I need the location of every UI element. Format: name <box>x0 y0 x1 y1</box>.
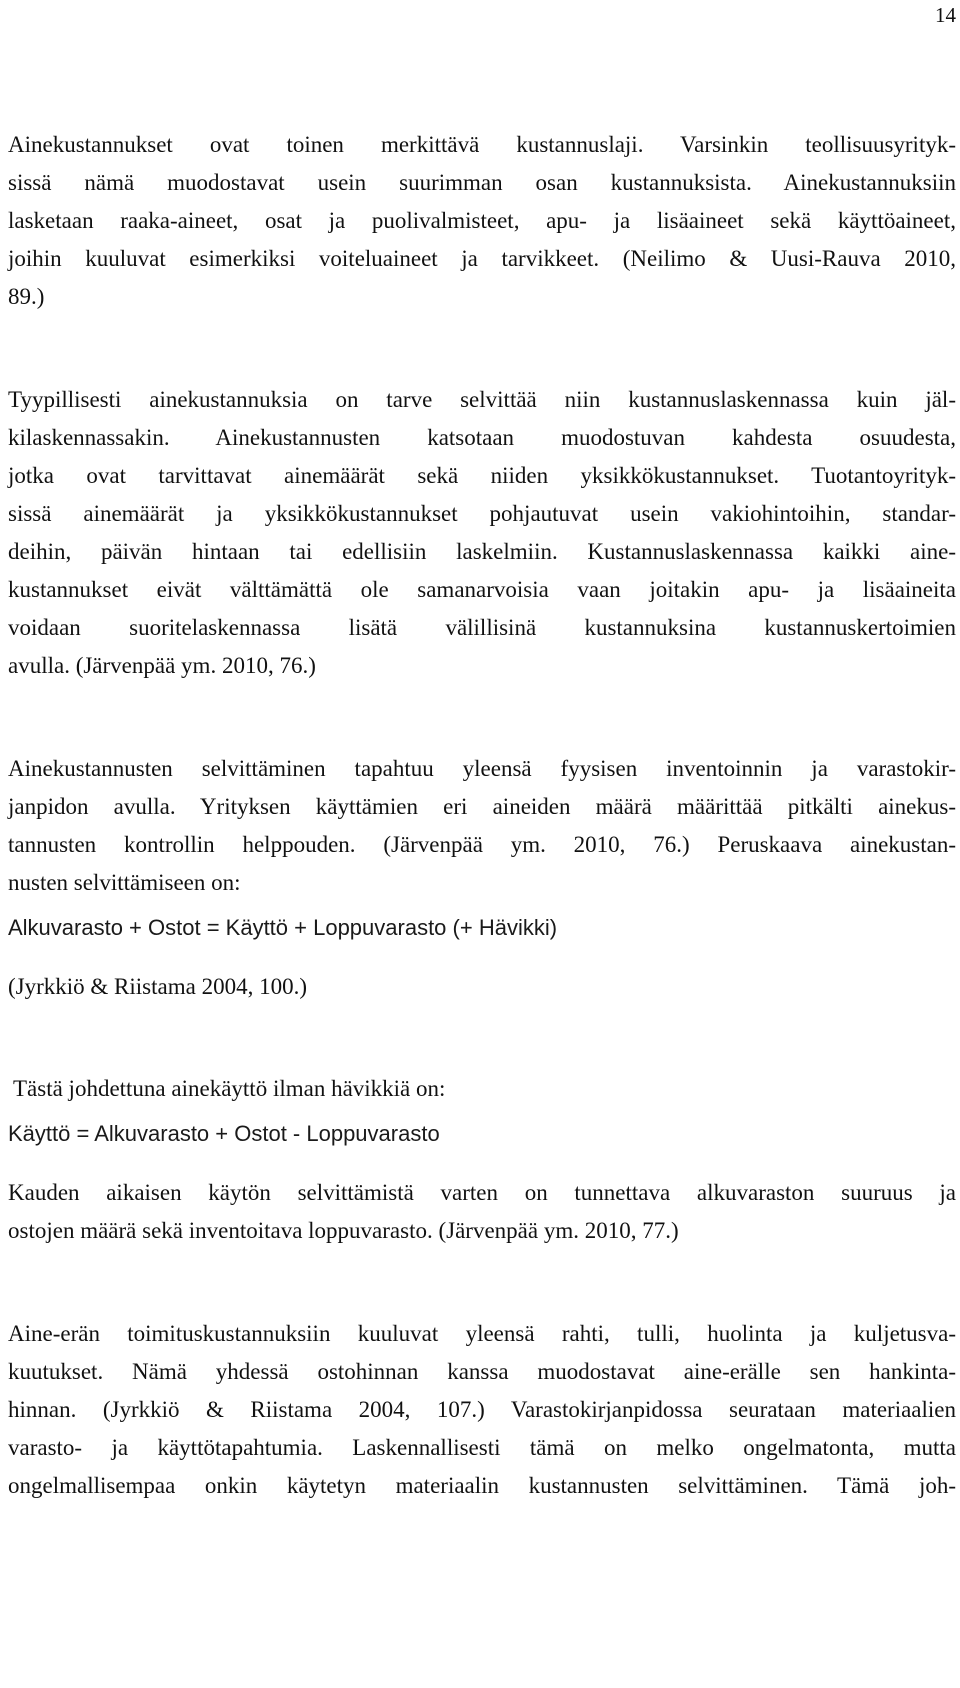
paragraph-5-line-2: kuutukset. Nämä yhdessä ostohinnan kanssa muodostavat aine-erälle sen hankinta- <box>8 1359 956 1384</box>
paragraph-2-line-5: deihin, päivän hintaan tai edellisiin laskelmiin. Kustannuslaskennassa kaikki aine- <box>8 539 956 564</box>
usage-formula: Käyttö = Alkuvarasto + Ostot - Loppuvarasto <box>8 1121 440 1146</box>
paragraph-1-line-1: Ainekustannukset ovat toinen merkittävä kustannuslaji. Varsinkin teollisuusyrityk- <box>8 132 956 157</box>
paragraph-3-line-1: Ainekustannusten selvittäminen tapahtuu yleensä fyysisen inventoinnin ja varastokir- <box>8 756 956 781</box>
derived-intro-line: Tästä johdettuna ainekäyttö ilman hävikkiä on: <box>13 1076 446 1101</box>
paragraph-2-line-3: jotka ovat tarvittavat ainemäärät sekä niiden yksikkökustannukset. Tuotantoyrityk- <box>8 463 956 488</box>
paragraph-4-line-2: ostojen määrä sekä inventoitava loppuvarasto. (Järvenpää ym. 2010, 77.) <box>8 1218 679 1243</box>
paragraph-5-line-5: ongelmallisempaa onkin käytetyn materiaalin kustannusten selvittäminen. Tämä joh- <box>8 1473 956 1498</box>
paragraph-3-line-2: janpidon avulla. Yrityksen käyttämien eri aineiden määrä määrittää pitkälti ainekus- <box>8 794 956 819</box>
paragraph-5-line-4: varasto- ja käyttötapahtumia. Laskennallisesti tämä on melko ongelmatonta, mutta <box>8 1435 956 1460</box>
paragraph-3-line-3: tannusten kontrollin helppouden. (Järvenpää ym. 2010, 76.) Peruskaava ainekustan- <box>8 832 956 857</box>
paragraph-2-line-6: kustannukset eivät välttämättä ole samanarvoisia vaan joitakin apu- ja lisäaineita <box>8 577 956 602</box>
paragraph-4-line-1: Kauden aikaisen käytön selvittämistä varten on tunnettava alkuvaraston suuruus ja <box>8 1180 956 1205</box>
paragraph-1-line-2: sissä nämä muodostavat usein suurimman osan kustannuksista. Ainekustannuksiin <box>8 170 956 195</box>
page-number: 14 <box>935 3 956 27</box>
citation-line: (Jyrkkiö & Riistama 2004, 100.) <box>8 974 307 999</box>
paragraph-1-line-3: lasketaan raaka-aineet, osat ja puolivalmisteet, apu- ja lisäaineet sekä käyttöaineet, <box>8 208 956 233</box>
paragraph-2-line-7: voidaan suoritelaskennassa lisätä välillisinä kustannuksina kustannuskertoimien <box>8 615 956 640</box>
paragraph-2-line-2: kilaskennassakin. Ainekustannusten katsotaan muodostuvan kahdesta osuudesta, <box>8 425 956 450</box>
paragraph-1-line-5: 89.) <box>8 284 45 309</box>
paragraph-2-line-1: Tyypillisesti ainekustannuksia on tarve selvittää niin kustannuslaskennassa kuin jäl- <box>8 387 956 412</box>
paragraph-2-line-8: avulla. (Järvenpää ym. 2010, 76.) <box>8 653 316 678</box>
paragraph-5-line-1: Aine-erän toimituskustannuksiin kuuluvat yleensä rahti, tulli, huolinta ja kuljetusva- <box>8 1321 956 1346</box>
paragraph-3-line-4: nusten selvittämiseen on: <box>8 870 241 895</box>
inventory-formula: Alkuvarasto + Ostot = Käyttö + Loppuvarasto (+ Hävikki) <box>8 915 558 940</box>
paragraph-1-line-4: joihin kuuluvat esimerkiksi voiteluaineet ja tarvikkeet. (Neilimo & Uusi-Rauva 2010, <box>8 246 956 271</box>
paragraph-2-line-4: sissä ainemäärät ja yksikkökustannukset pohjautuvat usein vakiohintoihin, standar- <box>8 501 956 526</box>
paragraph-5-line-3: hinnan. (Jyrkkiö & Riistama 2004, 107.) Varastokirjanpidossa seurataan materiaalien <box>8 1397 956 1422</box>
